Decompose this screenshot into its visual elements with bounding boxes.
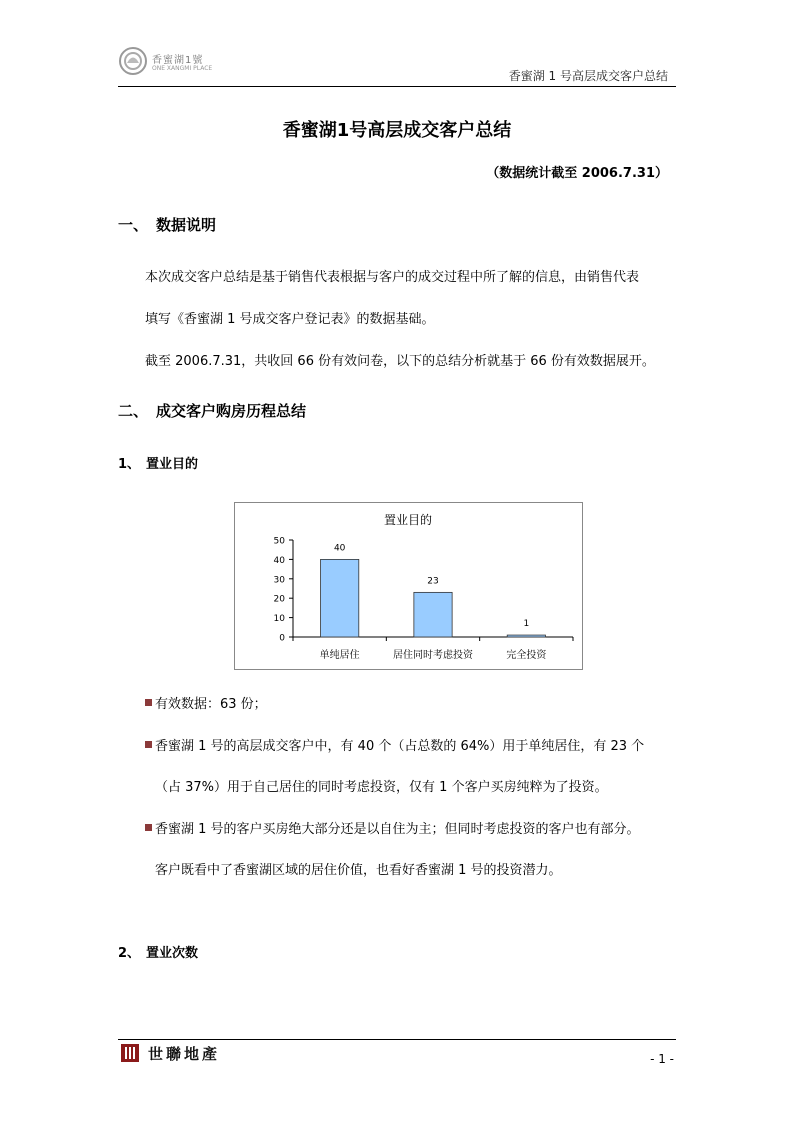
y-tick-label: 40 [273,555,285,566]
y-tick-label: 20 [273,594,285,605]
logo-en-text: ONE XANGMI PLACE [152,65,213,72]
subsection-title: 置业目的 [146,457,199,472]
bar [414,592,452,637]
bullet-square-icon [145,741,152,748]
purpose-bar-chart [234,502,583,670]
section-number: 一、 [118,216,149,234]
bullet-item [145,818,640,837]
data-label: 23 [427,576,439,587]
subsection-number: 1、 [118,457,141,472]
chart-title: 置业目的 [383,513,433,527]
category-label: 完全投资 [506,650,547,661]
page-number: - 1 - [650,1052,674,1066]
bullet-continuation: （占 37%）用于自己居住的同时考虑投资，仅有 1 个客户买房纯粹为了投资。 [155,780,608,795]
section-title: 数据说明 [156,216,217,234]
bullet-square-icon [145,824,152,831]
bullet-item [145,693,267,712]
section-heading-1 [118,214,216,235]
chart-svg [235,503,582,669]
footer-divider [118,1039,676,1040]
bullet-item [145,735,644,754]
subsection-heading-1 [118,453,198,472]
subsection-heading-2 [118,942,198,961]
company-logo [118,46,213,80]
running-header: 香蜜湖 1 号高层成交客户总结 [508,69,668,83]
y-tick-label: 30 [273,575,285,586]
section-number: 二、 [118,402,149,420]
bullet-continuation: 客户既看中了香蜜湖区域的居住价值，也看好香蜜湖 1 号的投资潜力。 [155,863,562,878]
document-subtitle: （数据统计截至 2006.7.31） [486,166,668,181]
bullet-text: 有效数据：63 份； [155,697,267,712]
paragraph: 填写《香蜜湖 1 号成交客户登记表》的数据基础。 [145,312,435,327]
paragraph: 本次成交客户总结是基于销售代表根据与客户的成交过程中所了解的信息，由销售代表 [145,270,640,285]
data-label: 1 [523,619,530,630]
bar [321,559,359,637]
bar [507,635,545,637]
y-tick-label: 0 [279,633,285,644]
subsection-number: 2、 [118,946,141,961]
data-label: 40 [333,543,346,554]
logo-cn-text: 香蜜湖1號 [152,55,204,66]
bullet-text: 香蜜湖 1 号的高层成交客户中，有 40 个（占总数的 64%）用于单纯居住，有 23 个 [155,739,645,754]
header-divider [118,86,676,87]
bullet-text: 香蜜湖 1 号的客户买房绝大部分还是以自住为主；但同时考虑投资的客户也有部分。 [155,822,640,837]
footer-company-name: 世聯地產 [148,1045,221,1063]
section-heading-2 [118,400,306,421]
bullet-square-icon [145,699,152,706]
category-label: 居住同时考虑投资 [393,650,473,661]
y-tick-label: 10 [273,614,285,625]
logo-emblem-icon [118,46,148,76]
paragraph: 截至 2006.7.31，共收回 66 份有效问卷，以下的总结分析就基于 66 份有效数据展开。 [145,354,655,369]
section-title: 成交客户购房历程总结 [156,402,307,420]
document-title: 香蜜湖1号高层成交客户总结 [282,120,512,141]
category-label: 单纯居住 [319,650,360,661]
subsection-title: 置业次数 [146,946,199,961]
y-tick-label: 50 [273,536,285,547]
company-seal-icon [120,1043,140,1063]
